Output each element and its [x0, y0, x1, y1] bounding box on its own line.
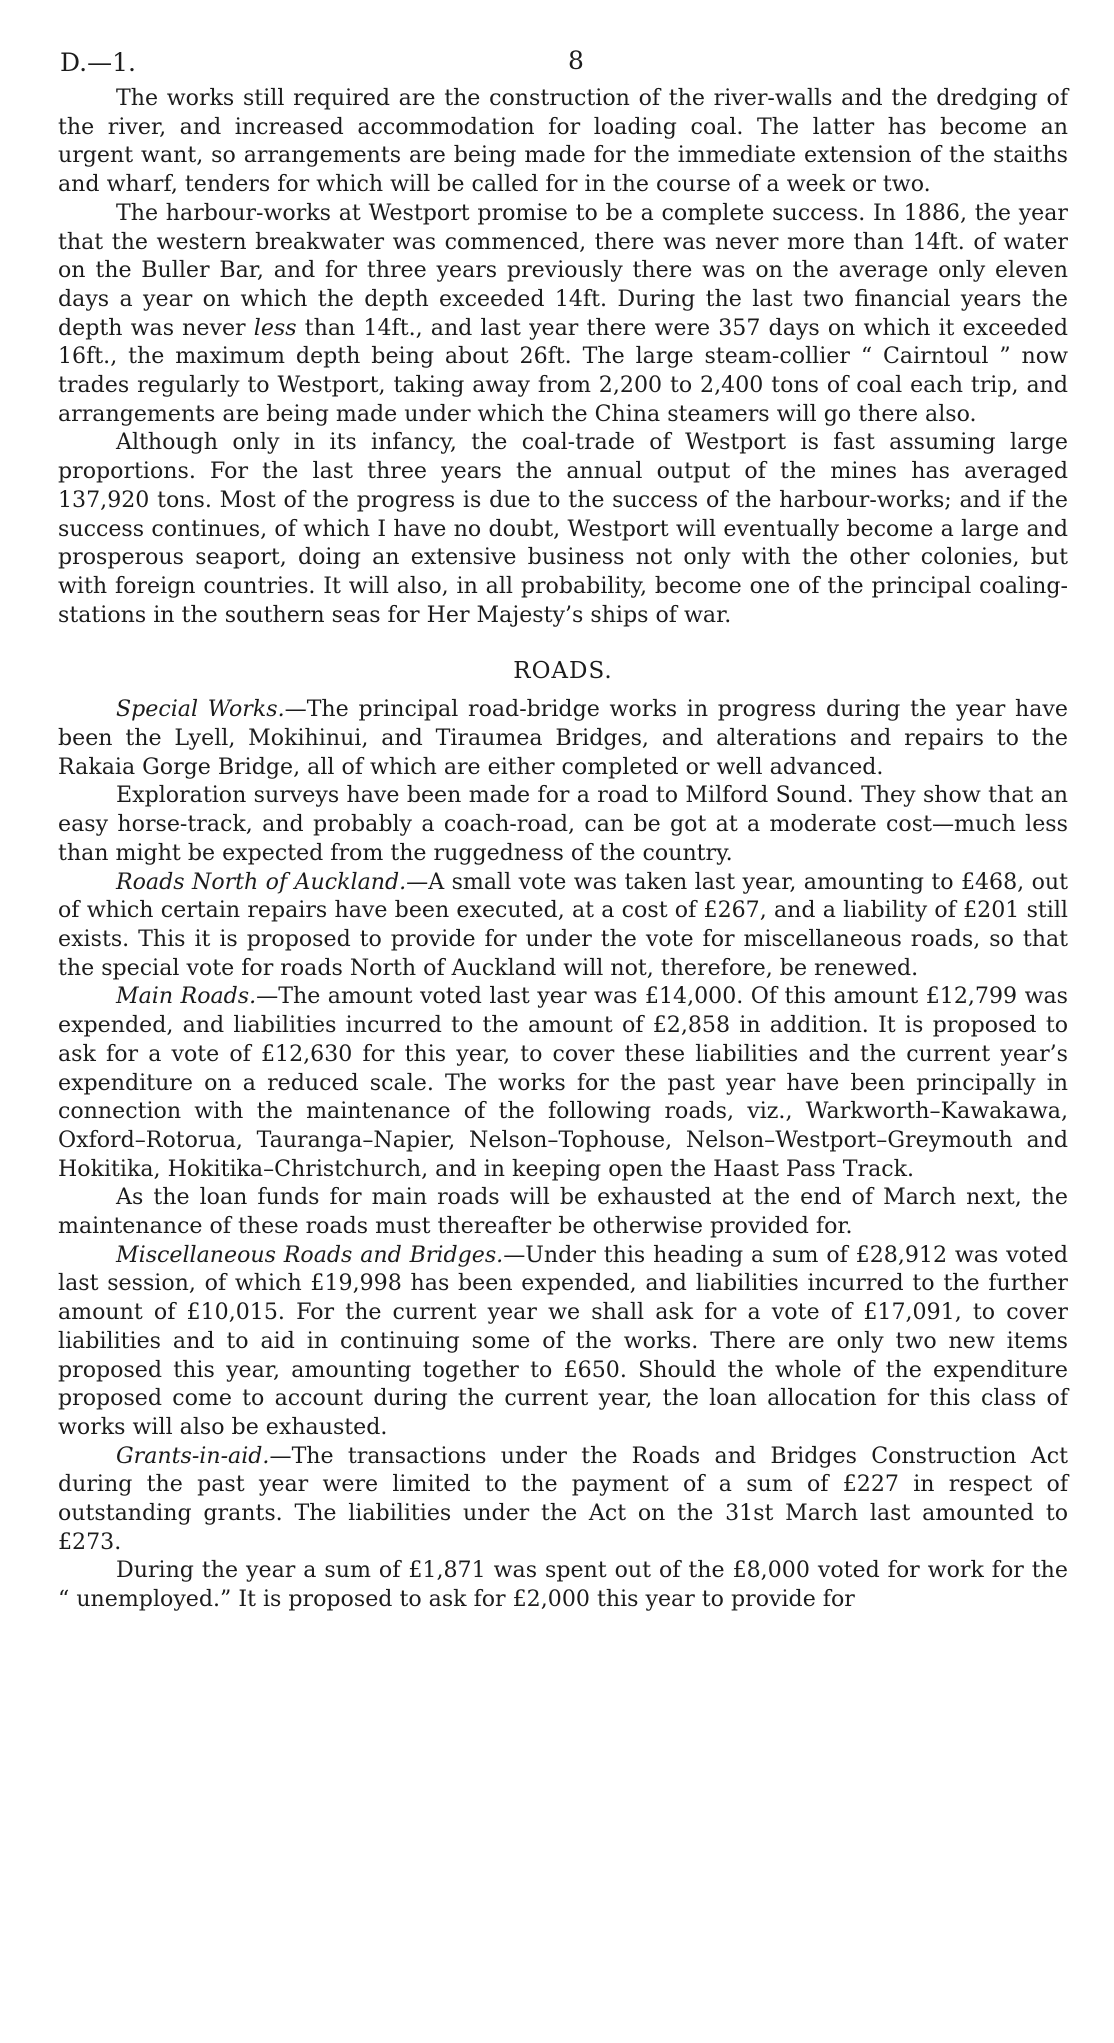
paragraph-text: —The principal road-bridge works in progress during the year have been the Lyell, Mokihinui, and Tiraumea Bridges, and alterations and repairs to the Rakaia Gorge Bridge, all of which are either completed or well advanced.: [58, 696, 1068, 780]
paragraph-text: —A small vote was taken last year, amounting to £468, out of which certain repairs have been executed, at a cost of £267, and a liability of £201 still exists. This it is proposed to provide for under the vote for miscellaneous roads, so that the special vote for roads North of Auckland will not, therefore, be renewed.: [58, 868, 1068, 981]
paragraph-text: The works still required are the construction of the river-walls and the dredging of the river, and increased accommodation for loading coal. The latter has become an urgent want, so arrangements are being made for the immediate extension of the staiths and wharf, tenders for which will be called for in the course of a week or two.: [58, 85, 1068, 198]
paragraph-text: Exploration surveys have been made for a road to Milford Sound. They show that an easy horse-track, and probably a coach-road, can be got at a moderate cost—much less than might be expected from the ruggedness of the country.: [58, 782, 1068, 866]
paragraph-grants-in-aid: [58, 1442, 1068, 1557]
page-body: [58, 84, 1068, 1614]
document-reference: D.—1.: [60, 48, 136, 77]
emphasis-text: less: [253, 314, 297, 341]
paragraph-text: —Under this heading a sum of £28,912 was voted last session, of which £19,998 has been expended, and liabilities incurred to the further amount of £10,015. For the current year we shall ask for a vote of £17,091, to cover liabilities and to aid in continuing some of the works. There are only two new items proposed this year, amounting together to £650. Should the whole of the expenditure proposed come to account during the current year, the loan allocation for this class of works will also be exhausted.: [58, 1241, 1068, 1440]
page-header: [58, 40, 1068, 84]
paragraph-text: Although only in its infancy, the coal-trade of Westport is fast assuming large proportions. For the last three years the annual output of the mines has averaged 137,920 tons. Most of the progress is due to the success of the harbour-works; and if the success continues, of which I have no doubt, Westport will eventually become a large and prosperous seaport, doing an extensive business not only with the other colonies, but with foreign countries. It will also, in all probability, become one of the principal coaling-stations in the southern seas for Her Majesty’s ships of war.: [58, 429, 1068, 628]
paragraph-subhead: Main Roads.: [116, 983, 257, 1010]
paragraph-coal-trade: [58, 428, 1068, 629]
paragraph-special-works: [58, 695, 1068, 781]
document-page: [58, 40, 1068, 1614]
paragraph-text: The harbour-works at Westport promise to be a complete success. In 1886, the year that the western breakwater was commenced, there was never more than 14ft. of water on the Buller Bar, and for three years previously there was on the average only eleven days a year on which the depth exceeded 14ft. During the last two financial years the depth was never: [58, 199, 1068, 341]
page-number: 8: [568, 46, 584, 75]
paragraph-text: —The transactions under the Roads and Bridges Construction Act during the past year were limited to the payment of a sum of £227 in respect of outstanding grants. The liabilities under the Act on the 31st March last amounted to £273.: [58, 1442, 1068, 1555]
paragraph-exploration-surveys: [58, 781, 1068, 867]
paragraph-roads-north-of-auckland: [58, 868, 1068, 983]
paragraph-subhead: Special Works.: [116, 696, 285, 723]
paragraph-loan-funds: [58, 1183, 1068, 1240]
paragraph-river-works: [58, 84, 1068, 199]
paragraph-unemployed: [58, 1556, 1068, 1613]
section-heading-roads: ROADS.: [513, 658, 613, 685]
paragraph-miscellaneous-roads: [58, 1241, 1068, 1442]
paragraph-text: than 14ft., and last year there were 357 days on which it exceeded 16ft., the maximum depth being about 26ft. The large steam-collier “ Cairntoul ” now trades regularly to Westport, taking away from 2,200 to 2,400 tons of coal each trip, and arrangements are being made under which the China steamers will go there also.: [58, 314, 1068, 427]
paragraph-text: During the year a sum of £1,871 was spent out of the £8,000 voted for work for the “ unemployed.” It is proposed to ask for £2,000 this year to provide for: [58, 1557, 1068, 1613]
paragraph-subhead: Miscellaneous Roads and Bridges.: [116, 1241, 504, 1268]
paragraph-westport-harbour: [58, 199, 1068, 429]
paragraph-text: —The amount voted last year was £14,000. Of this amount £12,799 was expended, and liabilities incurred to the amount of £2,858 in addition. It is proposed to ask for a vote of £12,630 for this year, to cover these liabilities and the current year’s expenditure on a reduced scale. The works for the past year have been principally in connection with the maintenance of the following roads, viz., Warkworth–Kawakawa, Oxford–Rotorua, Tauranga–Napier, Nelson–Tophouse, Nelson–Westport–Greymouth and Hokitika, Hokitika–Christchurch, and in keeping open the Haast Pass Track.: [58, 983, 1068, 1182]
paragraph-subhead: Roads North of Auckland.: [116, 868, 407, 895]
paragraph-main-roads: [58, 982, 1068, 1183]
paragraph-subhead: Grants-in-aid.: [116, 1442, 270, 1469]
paragraph-text: As the loan funds for main roads will be exhausted at the end of March next, the maintenance of these roads must thereafter be otherwise provided for.: [58, 1184, 1068, 1240]
